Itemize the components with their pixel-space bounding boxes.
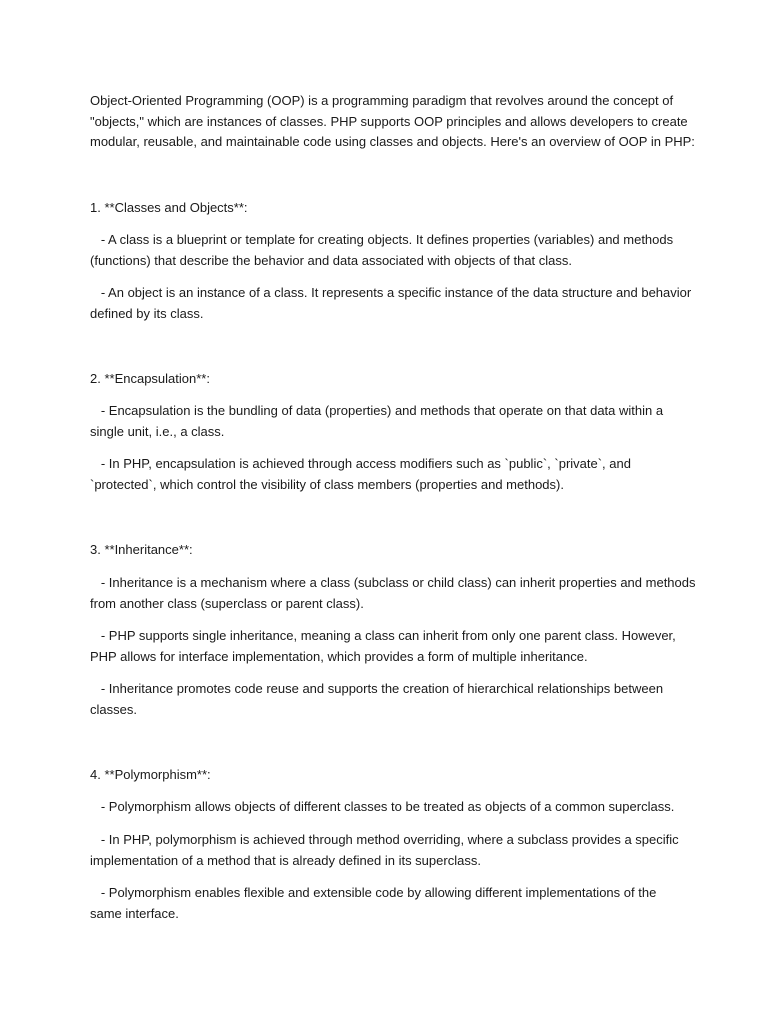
section-point bbox=[90, 573, 696, 614]
point-line: single unit, i.e., a class. bbox=[90, 423, 225, 439]
point-line: - Encapsulation is the bundling of data (properties) and methods that operate on that data within a bbox=[90, 403, 664, 418]
point-line: `protected`, which control the visibility of class members (properties and methods). bbox=[90, 476, 564, 492]
point-line: - In PHP, polymorphism is achieved through method overriding, where a subclass provides a specific bbox=[90, 832, 679, 847]
point-line: - PHP supports single inheritance, meaning a class can inherit from only one parent class. However, bbox=[90, 628, 676, 643]
section-heading: 4. **Polymorphism**: bbox=[90, 767, 211, 782]
section-point bbox=[90, 401, 690, 442]
section-heading: 1. **Classes and Objects**: bbox=[90, 200, 248, 215]
intro-line: modular, reusable, and maintainable code using classes and objects. Here's an overview of OOP in PHP: bbox=[90, 134, 695, 149]
point-line: - A class is a blueprint or template for creating objects. It defines properties (variables) and methods bbox=[90, 232, 674, 247]
intro-line: "objects," which are instances of classes. PHP supports OOP principles and allows developers to create bbox=[90, 113, 688, 129]
point-line: same interface. bbox=[90, 905, 179, 921]
point-line: - An object is an instance of a class. It represents a specific instance of the data structure and behavior bbox=[90, 285, 692, 300]
point-line: - Inheritance is a mechanism where a class (subclass or child class) can inherit properties and methods bbox=[90, 575, 696, 590]
point-line: defined by its class. bbox=[90, 305, 204, 321]
intro-line: Object-Oriented Programming (OOP) is a programming paradigm that revolves around the concept of bbox=[90, 93, 674, 108]
section-point bbox=[90, 626, 690, 667]
section-point bbox=[90, 679, 690, 720]
section-point bbox=[90, 230, 690, 271]
point-line: - Polymorphism enables flexible and extensible code by allowing different implementations of the bbox=[90, 885, 657, 900]
point-line: from another class (superclass or parent class). bbox=[90, 595, 364, 611]
section-point bbox=[90, 454, 690, 495]
section-heading: 3. **Inheritance**: bbox=[90, 542, 193, 557]
point-line: (functions) that describe the behavior and data associated with objects of that class. bbox=[90, 252, 572, 268]
intro-paragraph bbox=[90, 91, 695, 153]
point-line: implementation of a method that is already defined in its superclass. bbox=[90, 852, 481, 868]
point-line: - In PHP, encapsulation is achieved through access modifiers such as `public`, `private`, and bbox=[90, 456, 631, 471]
section-point bbox=[90, 797, 690, 818]
point-line: classes. bbox=[90, 701, 137, 717]
point-line: - Inheritance promotes code reuse and supports the creation of hierarchical relationships between bbox=[90, 681, 664, 696]
section-point bbox=[90, 830, 690, 871]
point-line: PHP allows for interface implementation, which provides a form of multiple inheritance. bbox=[90, 648, 588, 664]
section-point bbox=[90, 283, 690, 324]
section-point bbox=[90, 883, 690, 924]
section-heading: 2. **Encapsulation**: bbox=[90, 371, 210, 386]
point-line: - Polymorphism allows objects of different classes to be treated as objects of a common superclass. bbox=[90, 799, 675, 814]
